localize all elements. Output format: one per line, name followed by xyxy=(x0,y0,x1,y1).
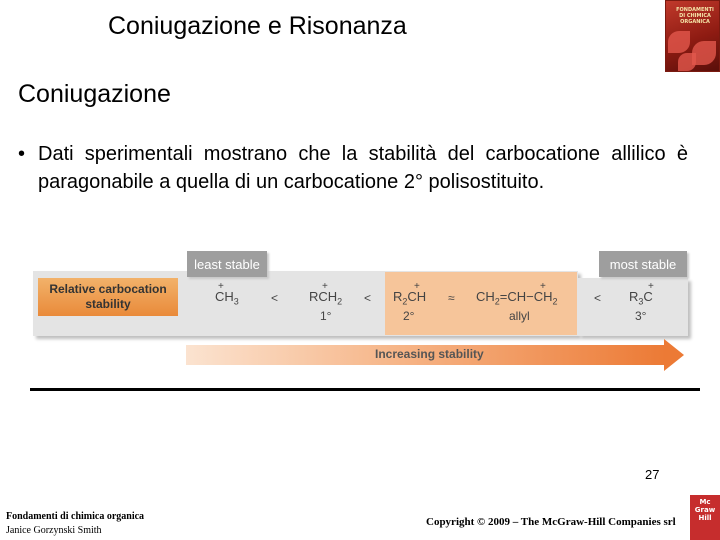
logo-line: Graw xyxy=(694,506,716,514)
figure-label-box xyxy=(38,278,178,316)
less-than-sign: < xyxy=(364,291,372,305)
arrow-head-icon xyxy=(664,339,684,371)
tertiary-cation: $R_3C$ xyxy=(629,289,653,307)
charge-plus: + xyxy=(322,281,328,292)
less-than-sign: < xyxy=(594,291,602,305)
horizontal-divider xyxy=(30,388,700,391)
book-cover-line: FONDAMENTI xyxy=(676,7,714,13)
secondary-cation: $R_2CH$ xyxy=(393,289,427,307)
footer-book-title: Fondamenti di chimica organica xyxy=(6,511,145,522)
bullet-dot: • xyxy=(18,143,26,165)
slide-subtitle: Coniugazione xyxy=(18,80,171,108)
arrow-label: Increasing stability xyxy=(375,347,484,361)
slide-title: Coniugazione e Risonanza xyxy=(108,12,407,40)
primary-degree: 1° xyxy=(320,309,332,323)
allyl-cation: $CH_2=CH-CH_2$ xyxy=(476,289,558,307)
methyl-cation: $CH_3$ xyxy=(215,289,239,307)
leaf-decoration xyxy=(668,31,690,53)
figure-label-line: Relative carbocation xyxy=(49,282,167,296)
book-cover-line: ORGANICA xyxy=(680,19,710,25)
footer-book-info xyxy=(6,510,144,538)
book-cover-image xyxy=(665,0,720,72)
figure-label-line: stability xyxy=(85,297,131,311)
charge-plus: + xyxy=(540,281,546,292)
approx-sign: ≈ xyxy=(448,291,455,305)
least-stable-label: least stable xyxy=(187,251,267,277)
logo-line: Hill xyxy=(698,514,712,522)
book-cover-line: DI CHIMICA xyxy=(679,13,711,19)
copyright-notice: Copyright © 2009 – The McGraw-Hill Companies srl xyxy=(426,516,676,528)
primary-cation: $RCH_2$ xyxy=(309,289,343,307)
secondary-degree: 2° xyxy=(403,309,415,323)
logo-line: Mc xyxy=(699,498,711,506)
bullet-text: Dati sperimentali mostrano che la stabilità del carbocatione allilico è paragonabile a quella di un carbocatione 2° polisostituito. xyxy=(38,143,688,193)
publisher-logo xyxy=(688,495,720,540)
leaf-decoration xyxy=(678,53,696,71)
most-stable-label: most stable xyxy=(599,251,687,277)
footer-author: Janice Gorzynski Smith xyxy=(6,525,102,536)
charge-plus: + xyxy=(218,281,224,292)
charge-plus: + xyxy=(648,281,654,292)
allyl-label: allyl xyxy=(509,309,530,323)
book-cover-text xyxy=(674,7,716,25)
page-number: 27 xyxy=(645,467,660,482)
tertiary-degree: 3° xyxy=(635,309,647,323)
charge-plus: + xyxy=(414,281,420,292)
figure-panel-tertiary xyxy=(578,278,688,336)
less-than-sign: < xyxy=(271,291,279,305)
